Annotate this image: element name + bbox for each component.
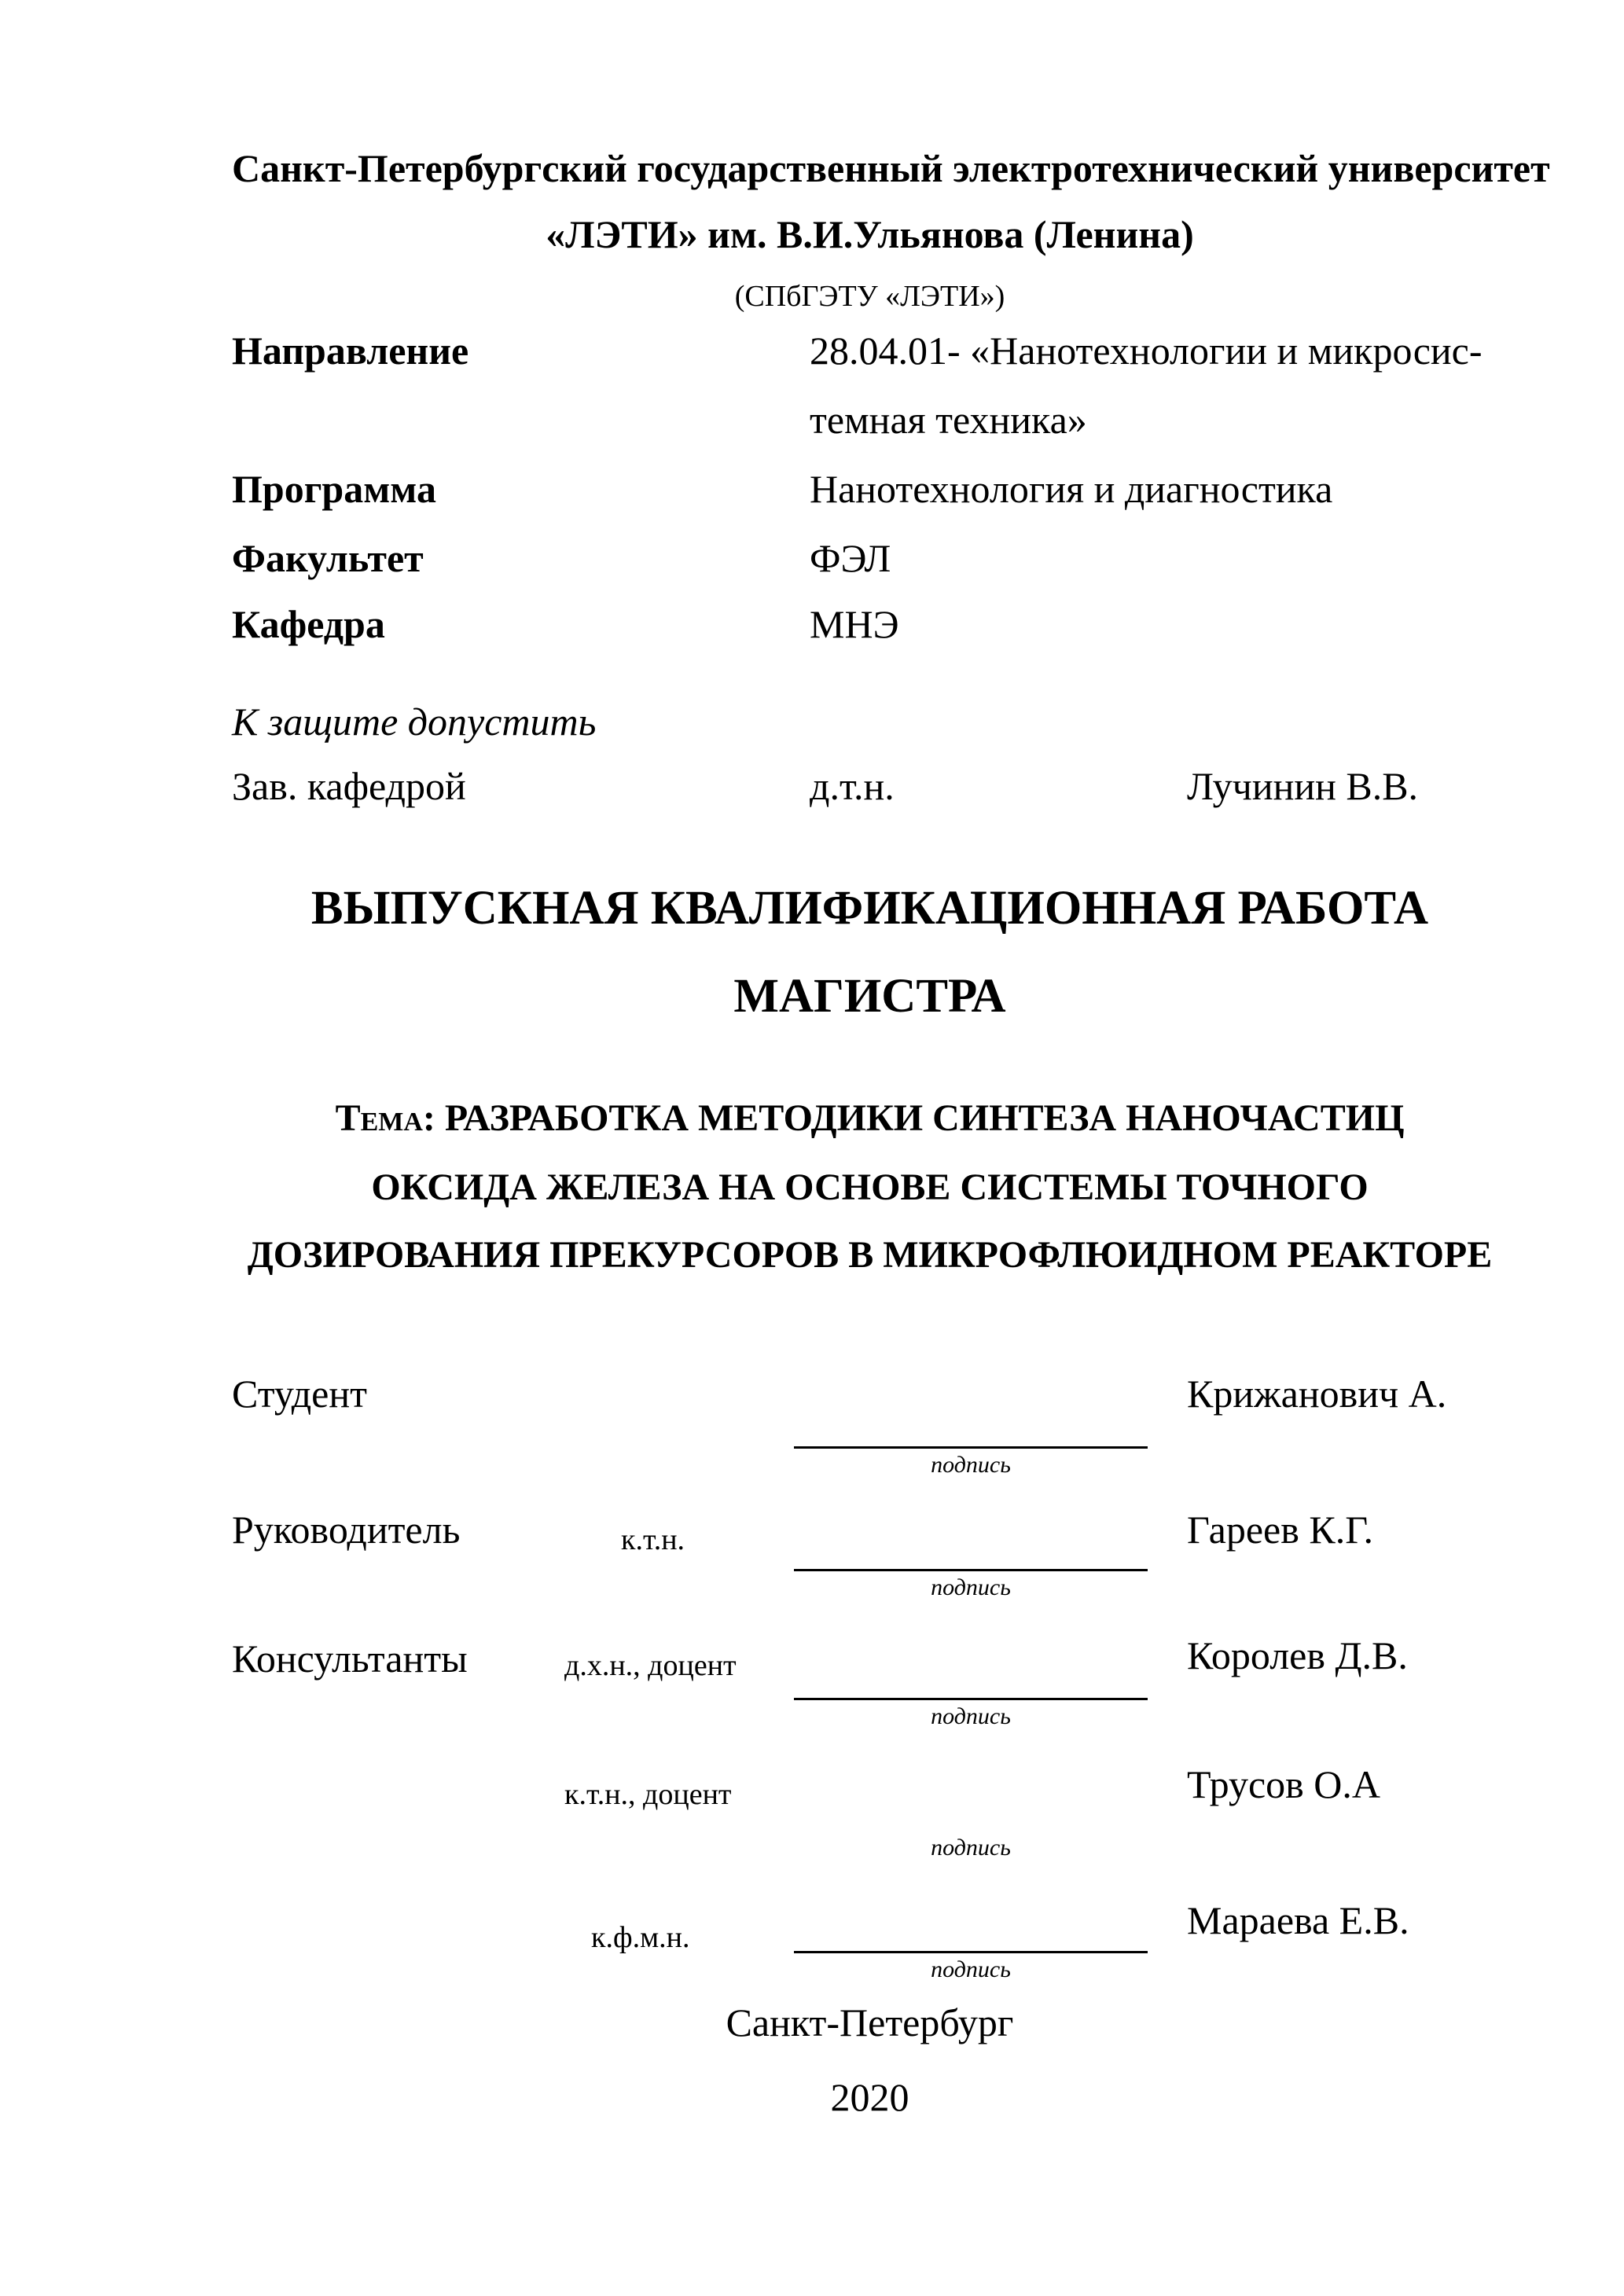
signature-degree-consultant1: д.х.н., доцент xyxy=(564,1649,737,1682)
signature-line-consultant1 xyxy=(794,1698,1148,1730)
thesis-title-line2: МАГИСТРА xyxy=(733,970,1006,1023)
topic-line1 xyxy=(232,1097,1508,1140)
university-name-line2: «ЛЭТИ» им. В.И.Ульянова (Ленина) xyxy=(546,212,1194,256)
department-value: МНЭ xyxy=(810,602,899,646)
footer-year: 2020 xyxy=(830,2075,909,2119)
signature-name-supervisor: Гареев К.Г. xyxy=(1187,1508,1373,1552)
signature-caption: подпись xyxy=(931,1574,1011,1600)
topic-line3: ДОЗИРОВАНИЯ ПРЕКУРСОРОВ В МИКРОФЛЮИДНОМ РЕАКТОРЕ xyxy=(247,1234,1493,1276)
university-abbreviation: (СПбГЭТУ «ЛЭТИ») xyxy=(734,280,1005,313)
signature-line-student xyxy=(794,1446,1148,1479)
faculty-label: Факультет xyxy=(232,536,424,580)
direction-label: Направление xyxy=(232,329,469,373)
signature-name-consultant1: Королев Д.В. xyxy=(1187,1633,1408,1677)
signature-caption: подпись xyxy=(931,1835,1011,1861)
direction-value-line2: темная техника» xyxy=(810,398,1087,442)
page-content xyxy=(232,0,1550,2296)
department-head-label: Зав. кафедрой xyxy=(232,764,466,808)
signature-line-consultant3 xyxy=(794,1951,1148,1983)
signature-caption-consultant2 xyxy=(794,1831,1148,1861)
program-label: Программа xyxy=(232,467,436,511)
program-value: Нанотехнология и диагностика xyxy=(810,467,1333,511)
department-head-degree: д.т.н. xyxy=(810,764,895,808)
signature-role-supervisor: Руководитель xyxy=(232,1508,461,1552)
signature-role-student: Студент xyxy=(232,1372,367,1416)
signature-caption: подпись xyxy=(931,1703,1011,1729)
signature-role-consultants: Консультанты xyxy=(232,1637,468,1681)
department-head-name: Лучинин В.В. xyxy=(1187,764,1419,808)
signature-name-student: Крижанович А. xyxy=(1187,1372,1447,1416)
admission-phrase: К защите допустить xyxy=(232,700,597,744)
topic-label: Тема: xyxy=(335,1097,435,1139)
university-name-line1: Санкт-Петербургский государственный электротехнический университет xyxy=(232,146,1550,190)
signature-name-consultant2: Трусов О.А xyxy=(1187,1762,1380,1806)
direction-value-line1: 28.04.01- «Нанотехнологии и микросис- xyxy=(810,329,1483,373)
signature-degree-supervisor: к.т.н. xyxy=(621,1523,685,1556)
department-label: Кафедра xyxy=(232,602,385,646)
faculty-value: ФЭЛ xyxy=(810,536,891,580)
signature-degree-consultant2: к.т.н., доцент xyxy=(564,1778,732,1811)
thesis-title-line1: ВЫПУСКНАЯ КВАЛИФИКАЦИОННАЯ РАБОТА xyxy=(310,882,1429,935)
signature-name-consultant3: Мараева Е.В. xyxy=(1187,1898,1409,1942)
signature-caption: подпись xyxy=(931,1452,1011,1478)
signature-degree-consultant3: к.ф.м.н. xyxy=(591,1921,690,1954)
topic-line2: ОКСИДА ЖЕЛЕЗА НА ОСНОВЕ СИСТЕМЫ ТОЧНОГО xyxy=(371,1166,1369,1208)
signature-line-supervisor xyxy=(794,1569,1148,1601)
footer-city: Санкт-Петербург xyxy=(726,2000,1014,2044)
topic-line1-text: РАЗРАБОТКА МЕТОДИКИ СИНТЕЗА НАНОЧАСТИЦ xyxy=(444,1097,1405,1139)
signature-caption: подпись xyxy=(931,1956,1011,1982)
